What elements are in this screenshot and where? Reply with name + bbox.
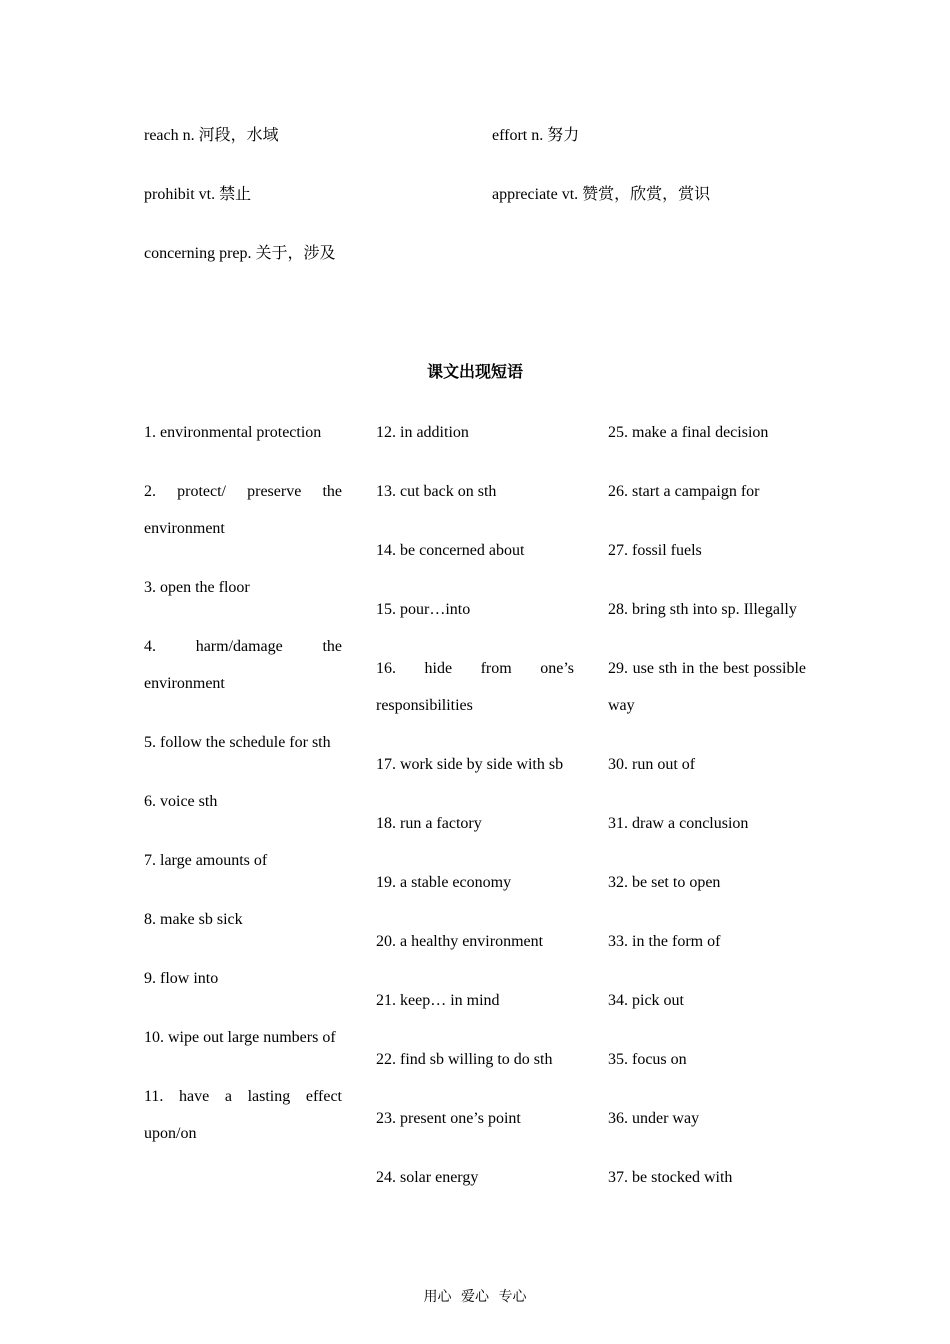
phrase-item: 31. draw a conclusion <box>608 815 749 832</box>
phrase-item: 20. a healthy environment <box>376 933 544 950</box>
phrase-item: 29. use sth in the best possible way <box>608 660 806 714</box>
phrase-column-2 <box>376 414 574 1218</box>
phrase-item: 30. run out of <box>608 756 696 773</box>
phrase-item: 7. large amounts of <box>144 852 268 869</box>
phrase-item: 28. bring sth into sp. Illegally <box>608 601 797 618</box>
phrase-item: 14. be concerned about <box>376 542 525 559</box>
phrase-item: 18. run a factory <box>376 815 482 832</box>
phrase-item: 8. make sb sick <box>144 911 243 928</box>
phrase-item: 23. present one’s point <box>376 1110 521 1127</box>
vocab-row <box>144 121 824 151</box>
phrase-item: 26. start a campaign for <box>608 483 760 500</box>
phrase-item: 2. protect/ preserve the environment <box>144 483 342 537</box>
phrase-item: 16. hide from one’s responsibilities <box>376 660 574 714</box>
phrase-item: 11. have a lasting effect upon/on <box>144 1088 342 1142</box>
vocab-entry: effort n. 努力 <box>492 127 580 144</box>
phrase-item: 10. wipe out large numbers of <box>144 1029 336 1046</box>
vocab-entry: appreciate vt. 赞赏，欣赏，赏识 <box>492 186 711 203</box>
phrase-item: 3. open the floor <box>144 579 250 596</box>
phrase-item: 25. make a final decision <box>608 424 769 441</box>
phrase-item: 36. under way <box>608 1110 700 1127</box>
vocab-entry: reach n. 河段，水域 <box>144 127 279 144</box>
phrase-item: 37. be stocked with <box>608 1169 733 1186</box>
phrase-item: 5. follow the schedule for sth <box>144 734 331 751</box>
phrase-item: 33. in the form of <box>608 933 721 950</box>
vocab-row <box>144 180 824 210</box>
phrase-item: 9. flow into <box>144 970 219 987</box>
phrase-item: 15. pour…into <box>376 601 471 618</box>
phrase-item: 4. harm/damage the environment <box>144 638 342 692</box>
phrase-item: 12. in addition <box>376 424 469 441</box>
phrase-item: 24. solar energy <box>376 1169 479 1186</box>
phrase-item: 22. find sb willing to do sth <box>376 1051 553 1068</box>
vocab-entry: prohibit vt. 禁止 <box>144 186 252 203</box>
phrase-item: 27. fossil fuels <box>608 542 702 559</box>
phrase-item: 17. work side by side with sb <box>376 756 564 773</box>
phrase-item: 32. be set to open <box>608 874 721 891</box>
phrase-item: 35. focus on <box>608 1051 687 1068</box>
vocab-row <box>144 239 824 269</box>
phrase-column-1 <box>144 414 342 1174</box>
section-title: 课文出现短语 <box>426 364 523 381</box>
phrase-item: 13. cut back on sth <box>376 483 497 500</box>
phrase-item: 34. pick out <box>608 992 684 1009</box>
vocab-entry: concerning prep. 关于，涉及 <box>144 245 336 262</box>
phrase-item: 6. voice sth <box>144 793 218 810</box>
phrase-item: 1. environmental protection <box>144 424 322 441</box>
phrase-item: 19. a stable economy <box>376 874 512 891</box>
phrase-column-3 <box>608 414 806 1218</box>
page-footer: 用心 爱心 专心 <box>423 1290 527 1305</box>
phrase-item: 21. keep… in mind <box>376 992 500 1009</box>
